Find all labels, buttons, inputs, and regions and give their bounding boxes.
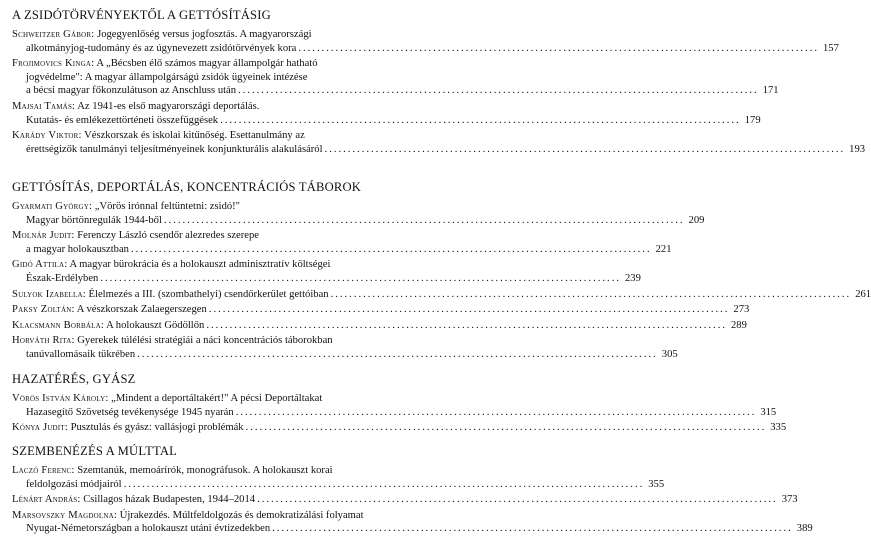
toc-entry[interactable] — [12, 303, 750, 317]
entry-author: Molnár Judit: — [12, 230, 75, 242]
entry-page-number: 221 — [655, 243, 672, 255]
entry-title-line: Élelmezés a III. (szombathelyi) csendőrkerület gettóiban — [88, 288, 329, 300]
toc-entry[interactable] — [12, 57, 779, 98]
toc-entry[interactable] — [12, 509, 813, 536]
toc-entry[interactable] — [12, 464, 665, 491]
entry-author: Schweitzer Gábor: — [12, 29, 95, 40]
toc-entry[interactable] — [12, 319, 747, 333]
entry-author: Paksy Zoltán: — [12, 304, 75, 316]
leader-dots — [325, 144, 846, 155]
entry-title-line: érettségizők tanulmányi teljesítményeinek konjunkturális alakulásáról — [26, 143, 323, 155]
entry-title-line: A vészkorszak Zalaegerszegen — [76, 304, 207, 316]
toc-entry[interactable] — [12, 392, 777, 419]
entry-title-line: a magyar holokausztban — [26, 243, 129, 255]
entry-page-number: 239 — [624, 272, 641, 284]
section-title: GETTÓSÍTÁS, DEPORTÁLÁS, KONCENTRÁCIÓS TÁBOROK — [12, 180, 362, 194]
entry-author: Sulyok Izabella: — [12, 288, 86, 300]
entry-page-number: 209 — [688, 214, 705, 226]
entry-author: Frojimovics Kinga: — [12, 58, 95, 70]
entry-page-number: 273 — [733, 304, 750, 316]
entry-title-line: a bécsi magyar főkonzulátuson az Anschluss után — [26, 85, 237, 97]
entry-title-line: „Vörös irónnal feltüntetni: zsidó!" — [94, 201, 241, 212]
entry-page-number: 179 — [744, 114, 761, 126]
leader-dots — [137, 349, 658, 360]
toc-entry[interactable] — [12, 493, 798, 507]
leader-dots — [238, 85, 759, 96]
leader-dots — [220, 115, 741, 126]
entry-author: Kónya Judit: — [12, 422, 68, 434]
toc-entry[interactable] — [12, 229, 672, 256]
leader-dots — [131, 244, 652, 255]
leader-dots — [246, 422, 767, 433]
entry-title-line: Hazasegítő Szövetség tevékenysége 1945 nyarán — [26, 406, 234, 418]
entry-author: Vörös István Károly: — [12, 393, 109, 404]
toc-entry[interactable] — [12, 288, 871, 302]
toc-entry[interactable] — [12, 100, 761, 127]
leader-dots — [331, 289, 852, 300]
entry-page-number: 261 — [855, 288, 871, 300]
section-title: HAZATÉRÉS, GYÁSZ — [12, 372, 136, 386]
toc-section — [12, 8, 866, 158]
leader-dots — [164, 215, 685, 226]
entry-author: Lénárt András: — [12, 494, 81, 506]
leader-dots — [209, 304, 730, 315]
entry-title-line: Az 1941-es első magyarországi deportálás. — [77, 100, 260, 112]
entry-title-line: Gyerekek túlélési stratégiái a náci koncentrációs táborokban — [77, 335, 333, 347]
entry-title-line: Nyugat-Németországban a holokauszt utáni évtizedekben — [26, 523, 271, 535]
section-title: A ZSIDÓTÖRVÉNYEKTŐL A GETTÓSÍTÁSIG — [12, 8, 271, 22]
entry-title-line: jogvédelme": A magyar állampolgárságú zsidók ügyeinek intézése — [26, 71, 308, 83]
leader-dots — [257, 494, 778, 505]
toc-entry[interactable] — [12, 334, 678, 361]
entry-page-number: 355 — [648, 478, 665, 490]
entry-page-number: 389 — [796, 523, 813, 535]
leader-dots — [236, 407, 757, 418]
entry-title-line: A holokauszt Gödöllőn — [106, 319, 205, 331]
toc-section — [12, 444, 813, 538]
entry-page-number: 289 — [730, 319, 747, 331]
leader-dots — [206, 320, 727, 331]
entry-author: Karády Viktor: — [12, 130, 82, 142]
entry-author: Majsai Tamás: — [12, 100, 76, 112]
entry-title-line: Szemtanúk, memoárírók, monográfusok. A holokauszt korai — [77, 465, 333, 476]
entry-author: Klacsmann Borbála: — [12, 319, 104, 331]
entry-page-number: 171 — [762, 85, 779, 97]
entry-page-number: 373 — [781, 494, 798, 506]
leader-dots — [298, 43, 819, 54]
entry-page-number: 315 — [760, 406, 777, 418]
entry-title-line: Csillagos házak Budapesten, 1944–2014 — [83, 494, 256, 506]
toc-entry[interactable] — [12, 28, 839, 55]
toc-entry[interactable] — [12, 200, 705, 227]
toc-section — [12, 180, 871, 364]
entry-page-number: 193 — [849, 143, 866, 155]
entry-title-line: A „Bécsben élő számos magyar állampolgár hatható — [96, 58, 318, 70]
entry-title-line: „Mindent a deportáltakért!" A pécsi Deportáltakat — [111, 393, 323, 404]
entry-page-number: 335 — [770, 422, 787, 434]
toc-section — [12, 372, 787, 437]
entry-author: Horváth Rita: — [12, 335, 75, 347]
leader-dots — [124, 479, 645, 490]
toc-entry[interactable] — [12, 421, 787, 435]
leader-dots — [100, 273, 621, 284]
entry-title-line: feldolgozási módjairól — [26, 478, 122, 490]
entry-author: Gidó Attila: — [12, 259, 68, 271]
toc-entry[interactable] — [12, 129, 866, 156]
entry-title-line: Újrakezdés. Múltfeldolgozás és demokratizálási folyamat — [119, 509, 364, 521]
entry-author: Marsovszky Magdolna: — [12, 509, 118, 521]
entry-title-line: A magyar bürokrácia és a holokauszt adminisztratív költségei — [69, 259, 331, 271]
entry-page-number: 157 — [822, 42, 839, 54]
section-title: SZEMBENÉZÉS A MÚLTTAL — [12, 444, 178, 458]
entry-title-line: Kutatás- és emlékezettörténeti összefüggések — [26, 114, 219, 126]
toc-entry[interactable] — [12, 258, 641, 285]
entry-title-line: Ferenczy László csendőr alezredes szerepe — [77, 230, 259, 242]
entry-page-number: 305 — [661, 348, 678, 360]
entry-author: Laczó Ferenc: — [12, 465, 75, 476]
entry-author: Gyarmati György: — [12, 201, 93, 212]
entry-title-line: Magyar börtönregulák 1944-ből — [26, 214, 162, 226]
entry-title-line: Jogegyenlőség versus jogfosztás. A magyarországi — [97, 29, 312, 40]
entry-title-line: Észak-Erdélyben — [26, 272, 99, 284]
entry-title-line: tanúvallomásaik tükrében — [26, 348, 136, 360]
leader-dots — [272, 523, 793, 534]
entry-title-line: Pusztulás és gyász: vallásjogi problémák — [70, 422, 244, 434]
entry-title-line: alkotmányjog-tudomány és az úgynevezett zsidótörvények kora — [26, 42, 297, 54]
entry-title-line: Vészkorszak és iskolai kitűnőség. Esettanulmány az — [84, 130, 305, 142]
